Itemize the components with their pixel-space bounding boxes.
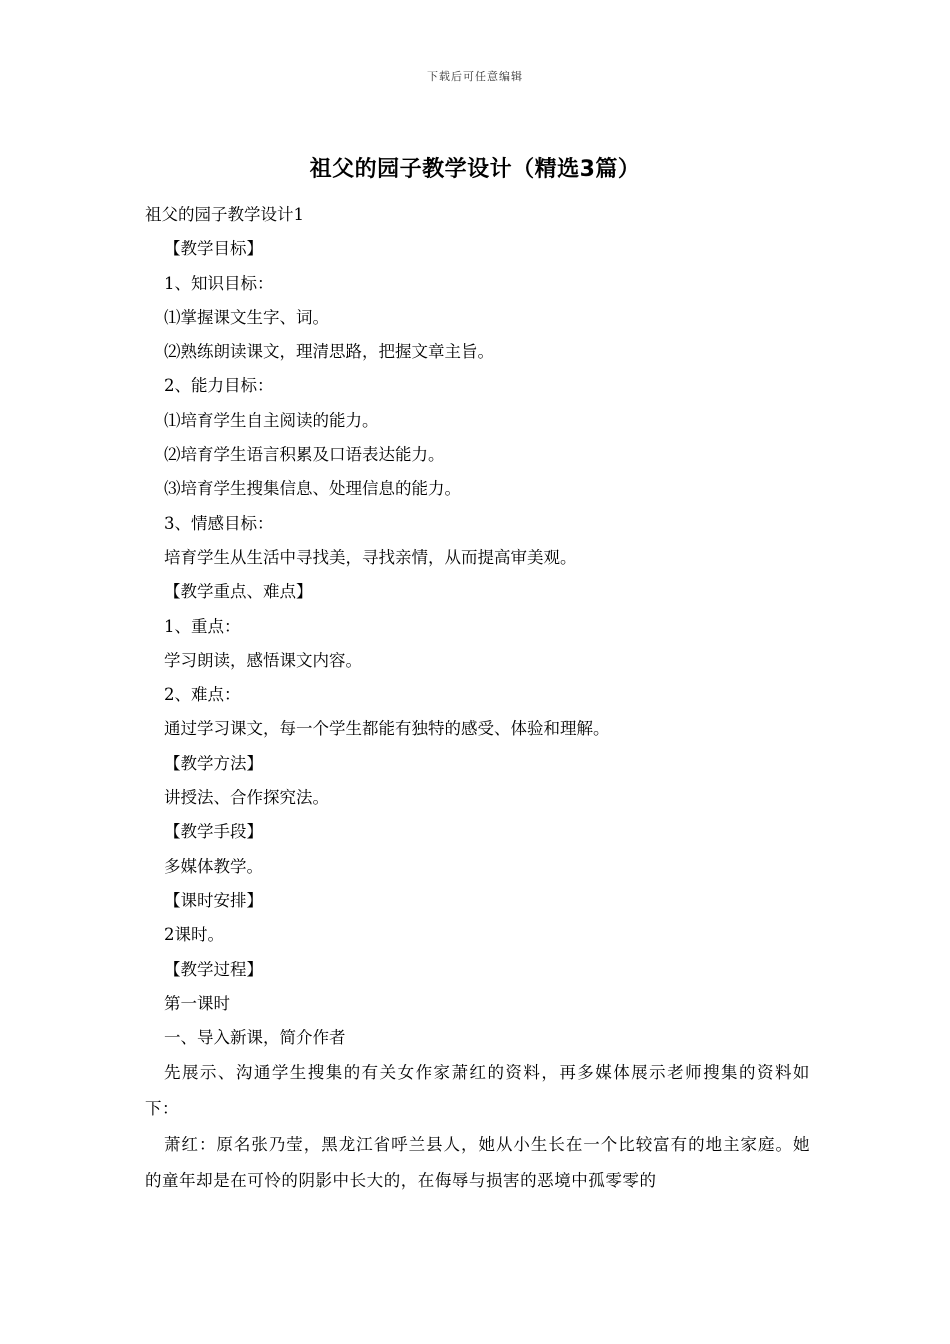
document-body: [145, 198, 810, 1199]
text-line: 2、能力目标：: [164, 376, 274, 396]
text-line: 多媒体教学。: [164, 856, 263, 876]
body-paragraph: 萧红：原名张乃莹，黑龙江省呼兰县人，她从小生长在一个比较富有的地主家庭。她的童年却是在可怜的阴影中长大的，在侮辱与损害的恶境中孤零零的: [145, 1135, 810, 1191]
text-line: 【教学过程】: [164, 959, 263, 979]
text-line: ⑵培育学生语言积累及口语表达能力。: [164, 445, 445, 465]
text-line: 【教学手段】: [164, 822, 263, 842]
section-heading: 祖父的园子教学设计1: [145, 205, 304, 224]
text-line: 培育学生从生活中寻找美，寻找亲情，从而提高审美观。: [164, 547, 577, 567]
text-line: 1、知识目标：: [164, 273, 274, 293]
text-line: 2课时。: [164, 925, 224, 945]
header-note: 下载后可任意编辑: [427, 70, 523, 83]
text-line: 2、难点：: [164, 685, 241, 705]
text-line: 一、导入新课，简介作者: [164, 1028, 346, 1048]
text-line: 讲授法、合作探究法。: [164, 788, 329, 808]
document-title: 祖父的园子教学设计（精选3篇）: [309, 157, 641, 182]
body-paragraph: 先展示、沟通学生搜集的有关女作家萧红的资料，再多媒体展示老师搜集的资料如下：: [145, 1063, 810, 1119]
text-line: 【教学方法】: [164, 753, 263, 773]
text-line: 3、情感目标：: [164, 513, 274, 533]
text-line: ⑶培育学生搜集信息、处理信息的能力。: [164, 479, 461, 499]
text-line: 【教学目标】: [164, 239, 263, 259]
text-line: 1、重点：: [164, 616, 241, 636]
text-line: 通过学习课文，每一个学生都能有独特的感受、体验和理解。: [164, 719, 610, 739]
text-line: 第一课时: [164, 993, 230, 1013]
text-line: 学习朗读，感悟课文内容。: [164, 650, 362, 670]
text-line: 【教学重点、难点】: [164, 582, 313, 602]
text-line: ⑴培育学生自主阅读的能力。: [164, 410, 379, 430]
text-line: ⑵熟练朗读课文，理清思路，把握文章主旨。: [164, 342, 494, 362]
text-line: 【课时安排】: [164, 890, 263, 910]
text-line: ⑴掌握课文生字、词。: [164, 307, 329, 327]
